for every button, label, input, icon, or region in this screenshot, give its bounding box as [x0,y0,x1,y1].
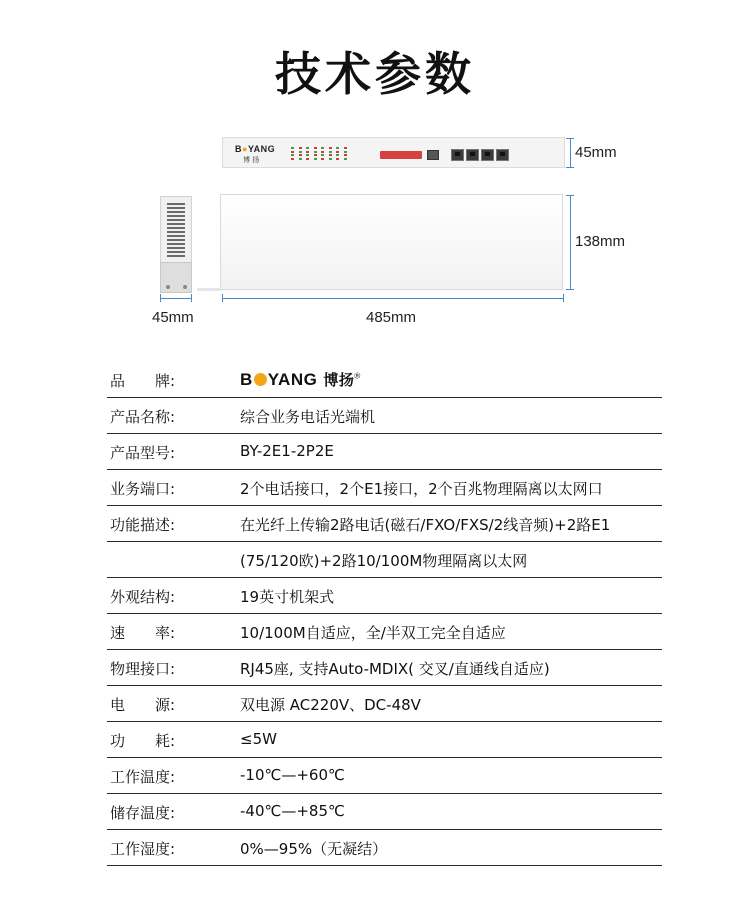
spec-value: (75/120欧)+2路10/100M物理隔离以太网 [240,552,528,570]
status-led [344,158,347,160]
spec-value: BY-2E1-2P2E [240,442,334,460]
status-led [336,147,339,149]
registered-mark: ® [354,371,361,381]
status-led [336,158,339,160]
spec-row [107,614,662,650]
status-led [321,147,324,149]
spec-table [107,362,662,866]
vent-slot [167,247,185,249]
status-led [291,151,294,153]
spec-value: ≤5W [240,730,277,748]
status-led [344,147,347,149]
status-led [329,158,332,160]
dimension-tick [222,294,223,302]
page-title: 技术参数 [275,47,475,101]
dimension-tick [566,138,574,139]
status-led-array [291,147,351,161]
spec-label: 功 耗: [110,732,176,750]
status-led [314,154,317,156]
status-led [344,151,347,153]
status-led [314,147,317,149]
brand-dot-icon [254,373,267,386]
vent-slot [167,223,185,225]
spec-value: 19英寸机架式 [240,588,335,606]
status-led [306,154,309,156]
status-led [329,154,332,156]
status-led [299,154,302,156]
rj45-port [451,149,464,161]
console-port [427,150,439,160]
dimension-line [222,298,564,299]
spec-value: 0%—95%（无凝结） [240,840,388,858]
spec-row [107,830,662,866]
spec-label: 外观结构: [110,588,176,606]
status-led [321,158,324,160]
spec-row [107,650,662,686]
device-brand-cn: 博 扬 [243,156,260,164]
vent-slot [167,243,185,245]
spec-value: 综合业务电话光端机 [240,408,376,426]
spec-value: 10/100M自适应，全/半双工完全自适应 [240,624,506,642]
status-led [321,154,324,156]
spec-row [107,434,662,470]
rj45-port [466,149,479,161]
spec-row [107,722,662,758]
status-led [321,151,324,153]
spec-label: 品 牌: [110,372,176,390]
dimension-line [570,195,571,290]
spec-row [107,578,662,614]
dimension-height-label: 45mm [575,144,617,161]
dimension-line [570,138,571,168]
rj45-port [481,149,494,161]
dimension-tick [566,167,574,168]
status-led [306,158,309,160]
vent-slot [167,239,185,241]
device-brand-logo: B●YANG [235,144,276,154]
vent-slot [167,211,185,213]
vent-slot [167,231,185,233]
spec-value: -40℃—+85℃ [240,802,345,820]
vent-slot [167,207,185,209]
status-led [291,158,294,160]
spec-value: 在光纤上传输2路电话(磁石/FXO/FXS/2线音频)+2路E1 [240,516,611,534]
ethernet-ports [451,149,511,161]
status-led [291,147,294,149]
dimension-tick [160,294,161,302]
vent-slot [167,219,185,221]
brand-logo [240,369,361,390]
spec-row [107,542,662,578]
status-led [291,154,294,156]
dimension-tick [191,294,192,302]
spec-label: 工作温度: [110,768,176,786]
status-led [314,151,317,153]
status-led [299,151,302,153]
spec-label: 工作湿度: [110,840,176,858]
spec-row [107,758,662,794]
dip-switch [380,151,422,159]
vent-slot [167,235,185,237]
spec-label: 速 率: [110,624,176,642]
spec-label: 业务端口: [110,480,176,498]
status-led [336,151,339,153]
dimension-side-width-label: 45mm [152,309,194,326]
spec-label: 电 源: [110,696,176,714]
device-front-panel [222,137,565,168]
dimension-width-label: 485mm [366,309,417,326]
brand-text-a: B [240,370,253,389]
spec-row [107,686,662,722]
brand-cn: 博扬 [323,371,355,389]
spec-value: -10℃—+60℃ [240,766,345,784]
spec-row [107,506,662,542]
mounting-hole [183,285,187,289]
status-led [299,158,302,160]
spec-label: 物理接口: [110,660,176,678]
spec-row-brand [107,362,662,398]
vent-slot [167,227,185,229]
spec-row [107,470,662,506]
dimension-tick [566,289,574,290]
rj45-port [496,149,509,161]
status-led [344,154,347,156]
status-led [336,154,339,156]
status-led [329,147,332,149]
dimension-line [160,298,192,299]
status-led [306,151,309,153]
device-top-view [220,194,563,290]
status-led [314,158,317,160]
vent-slot [167,215,185,217]
spec-value: 双电源 AC220V、DC-48V [240,696,421,714]
spec-value: RJ45座, 支持Auto-MDIX( 交叉/直通线自适应) [240,660,550,678]
spec-label: 产品名称: [110,408,176,426]
top-view-edge [197,288,221,291]
vent-slot [167,203,185,205]
vent-slot [167,255,185,257]
mounting-hole [166,285,170,289]
dimension-tick [563,294,564,302]
status-led [306,147,309,149]
spec-value: 2个电话接口，2个E1接口，2个百兆物理隔离以太网口 [240,480,603,498]
spec-label: 功能描述: [110,516,176,534]
dimension-depth-label: 138mm [575,233,626,250]
dimension-tick [566,195,574,196]
mounting-bracket [160,262,192,293]
status-led [329,151,332,153]
spec-row [107,794,662,830]
status-led [299,147,302,149]
spec-label: 储存温度: [110,804,176,822]
spec-row [107,398,662,434]
spec-label: 产品型号: [110,444,176,462]
brand-text-b: YANG [267,370,318,389]
vent-slot [167,251,185,253]
